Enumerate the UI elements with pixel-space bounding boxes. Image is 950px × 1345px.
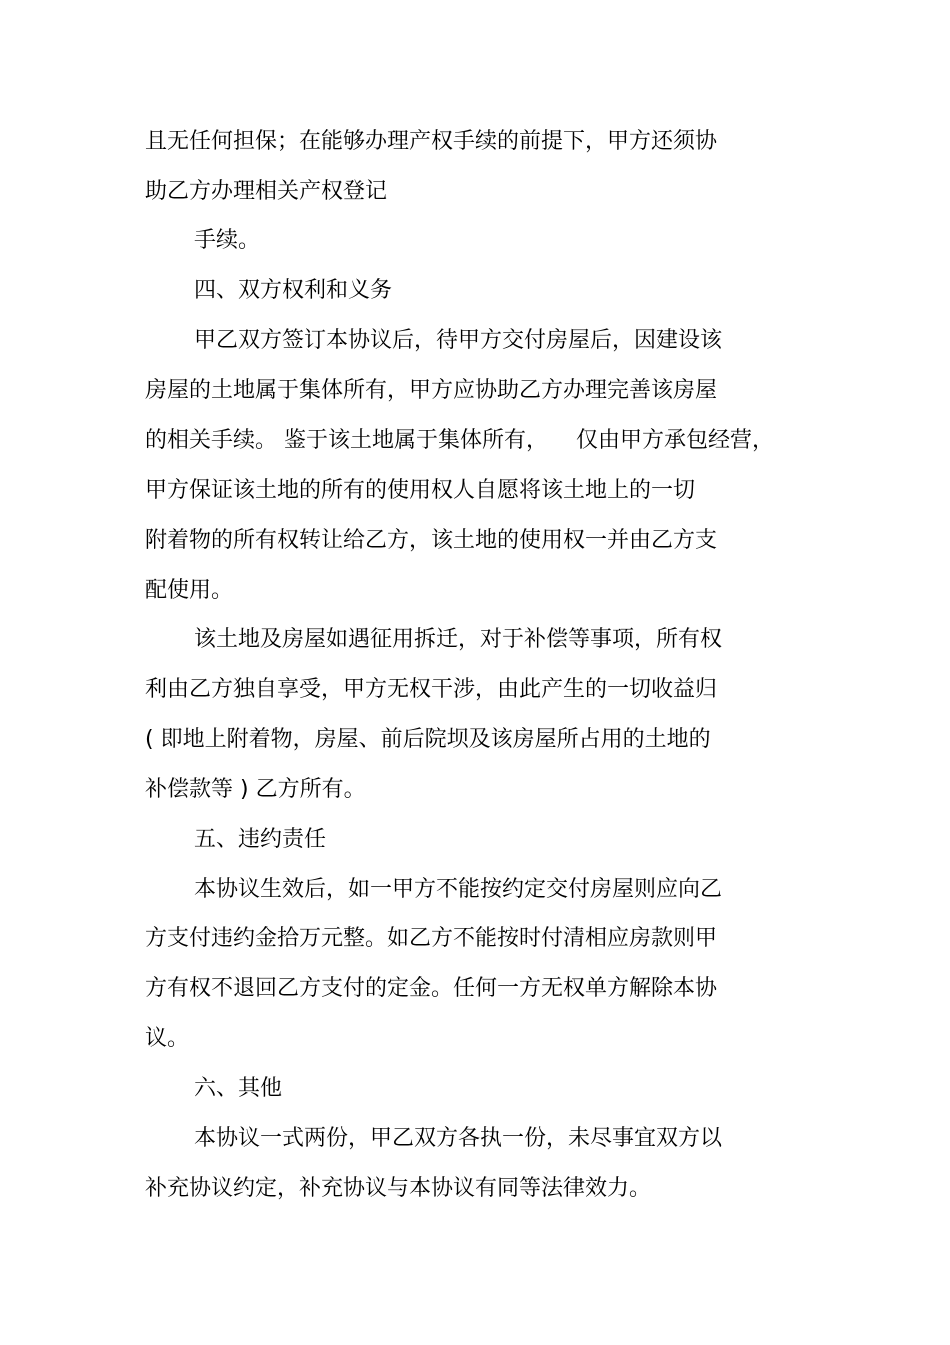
section-heading: 六、其他: [194, 1076, 283, 1101]
text-line: 房屋的土地属于集体所有，甲方应协助乙方办理完善该房屋: [145, 378, 718, 403]
text-line: 补偿款等 ) 乙方所有。: [145, 777, 366, 802]
text-line: 配使用。: [145, 578, 234, 603]
text-line: 的相关手续。 鉴于该土地属于集体所有， 仅由甲方承包经营，: [145, 428, 774, 453]
section-heading: 四、双方权利和义务: [194, 278, 393, 303]
section-heading: 五、违约责任: [194, 827, 327, 852]
text-line: 助乙方办理相关产权登记: [145, 179, 388, 204]
text-line: 甲方保证该土地的所有的使用权人自愿将该土地上的一切: [145, 478, 696, 503]
text-line: 本协议一式两份，甲乙双方各执一份，未尽事宜双方以: [194, 1126, 723, 1151]
text-line: ( 即地上附着物，房屋、前后院坝及该房屋所占用的土地的: [145, 727, 711, 752]
text-line: 附着物的所有权转让给乙方，该土地的使用权一并由乙方支: [145, 528, 718, 553]
text-line: 且无任何担保；在能够办理产权手续的前提下，甲方还须协: [145, 129, 718, 154]
text-line: 该土地及房屋如遇征用拆迁，对于补偿等事项，所有权: [194, 627, 723, 652]
text-line: 补充协议约定，补充协议与本协议有同等法律效力。: [145, 1176, 652, 1201]
text-line: 议。: [145, 1026, 190, 1051]
text-line: 手续。: [194, 228, 261, 253]
text-line: 甲乙双方签订本协议后，待甲方交付房屋后，因建设该: [194, 328, 723, 353]
text-line: 本协议生效后，如一甲方不能按约定交付房屋则应向乙: [194, 877, 723, 902]
text-line: 利由乙方独自享受，甲方无权干涉，由此产生的一切收益归: [145, 677, 718, 702]
text-line: 方有权不退回乙方支付的定金。任何一方无权单方解除本协: [145, 976, 718, 1001]
text-line: 方支付违约金拾万元整。如乙方不能按时付清相应房款则甲: [145, 926, 718, 951]
